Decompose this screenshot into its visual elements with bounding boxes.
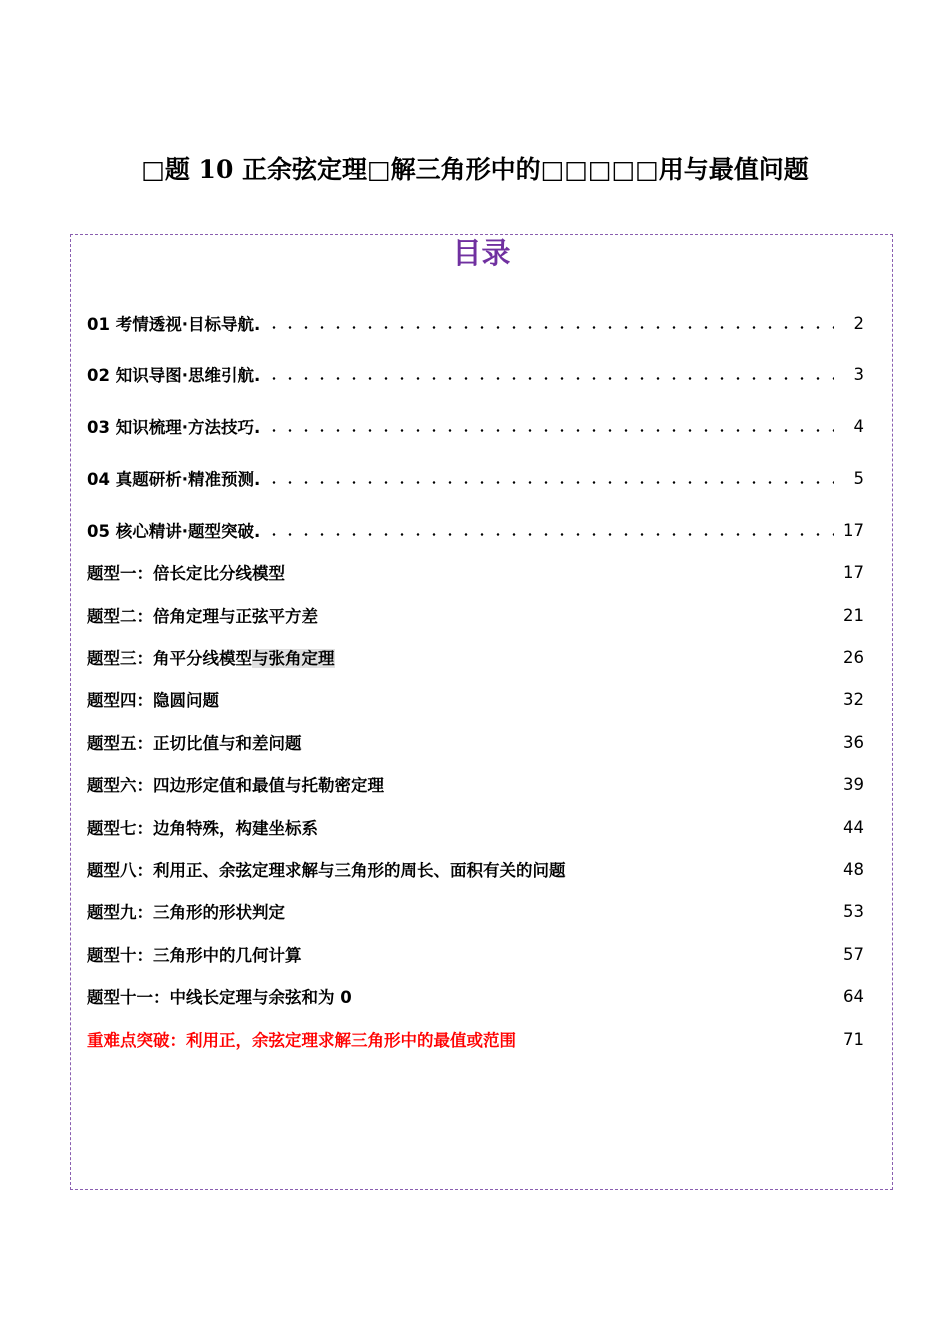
toc-entry-page: 2 xyxy=(853,313,864,333)
toc-entry-label: 重难点突破：利用正，余弦定理求解三角形中的最值或范围 xyxy=(87,1031,516,1050)
toc-entry-label: 02 知识导图·思维引航. xyxy=(87,366,261,385)
toc-entry-label: 题型八：利用正、余弦定理求解与三角形的周长、面积有关的问题 xyxy=(87,861,566,880)
dot-leader xyxy=(266,533,834,536)
toc-entry-type-8[interactable] xyxy=(87,857,864,881)
document-title: □题 10 正余弦定理□解三角形中的□□□□□用与最值问题 xyxy=(141,155,809,184)
toc-entry-page: 48 xyxy=(843,859,864,879)
toc-entry-page: 71 xyxy=(843,1029,864,1049)
toc-entry-page: 64 xyxy=(843,986,864,1006)
dot-leader xyxy=(266,429,834,432)
toc-entry-page: 36 xyxy=(843,732,864,752)
toc-entry-type-1[interactable] xyxy=(87,560,864,584)
toc-entry-key-breakthrough[interactable] xyxy=(87,1027,864,1051)
table-of-contents xyxy=(70,234,893,1190)
toc-entry-page: 32 xyxy=(843,689,864,709)
toc-entry-label-part: 题型三：角平分线模型 xyxy=(87,649,252,668)
toc-entry-page: 57 xyxy=(843,944,864,964)
dot-leader xyxy=(266,326,834,329)
toc-entry-knowledge[interactable] xyxy=(87,414,864,438)
toc-entry-page: 4 xyxy=(853,416,864,436)
toc-entry-mindmap[interactable] xyxy=(87,362,864,386)
toc-entry-label: 04 真题研析·精准预测. xyxy=(87,470,261,489)
toc-entry-page: 44 xyxy=(843,817,864,837)
toc-entry-label: 题型九：三角形的形状判定 xyxy=(87,903,285,922)
toc-entry-page: 5 xyxy=(853,468,864,488)
toc-entry-label: 题型六：四边形定值和最值与托勒密定理 xyxy=(87,776,384,795)
toc-entry-page: 26 xyxy=(843,647,864,667)
toc-heading: 目录 xyxy=(452,236,511,270)
toc-entry-page: 17 xyxy=(843,562,864,582)
toc-entry-page: 3 xyxy=(853,364,864,384)
toc-entry-label: 题型四：隐圆问题 xyxy=(87,691,219,710)
toc-entry-type-3[interactable] xyxy=(87,645,864,669)
toc-entry-type-6[interactable] xyxy=(87,772,864,796)
toc-entry-page: 53 xyxy=(843,901,864,921)
toc-entry-label: 题型一：倍长定比分线模型 xyxy=(87,564,285,583)
toc-entry-label: 题型七：边角特殊，构建坐标系 xyxy=(87,819,318,838)
toc-entry-core[interactable] xyxy=(87,518,864,542)
dot-leader xyxy=(266,481,834,484)
toc-entry-label: 题型五：正切比值与和差问题 xyxy=(87,734,302,753)
toc-entry-type-4[interactable] xyxy=(87,687,864,711)
toc-entry-page: 21 xyxy=(843,605,864,625)
toc-entry-label: 01 考情透视·目标导航. xyxy=(87,315,261,334)
dot-leader xyxy=(266,377,834,380)
toc-entry-label: 题型十一：中线长定理与余弦和为 0 xyxy=(87,988,352,1007)
toc-entry-page: 17 xyxy=(843,520,864,540)
toc-entry-label: 题型十：三角形中的几何计算 xyxy=(87,946,302,965)
toc-entry-type-10[interactable] xyxy=(87,942,864,966)
toc-entry-label xyxy=(87,645,335,669)
toc-entry-type-11[interactable] xyxy=(87,984,864,1008)
toc-entry-type-5[interactable] xyxy=(87,730,864,754)
toc-entry-overview[interactable] xyxy=(87,311,864,335)
toc-entry-type-7[interactable] xyxy=(87,815,864,839)
toc-entry-label-highlighted: 与张角定理 xyxy=(252,649,335,668)
toc-entry-type-2[interactable] xyxy=(87,603,864,627)
toc-entry-label: 05 核心精讲·题型突破. xyxy=(87,522,261,541)
toc-entry-page: 39 xyxy=(843,774,864,794)
toc-entry-label: 题型二：倍角定理与正弦平方差 xyxy=(87,607,318,626)
toc-entry-label: 03 知识梳理·方法技巧. xyxy=(87,418,261,437)
toc-entry-exam-analysis[interactable] xyxy=(87,466,864,490)
toc-entry-type-9[interactable] xyxy=(87,899,864,923)
